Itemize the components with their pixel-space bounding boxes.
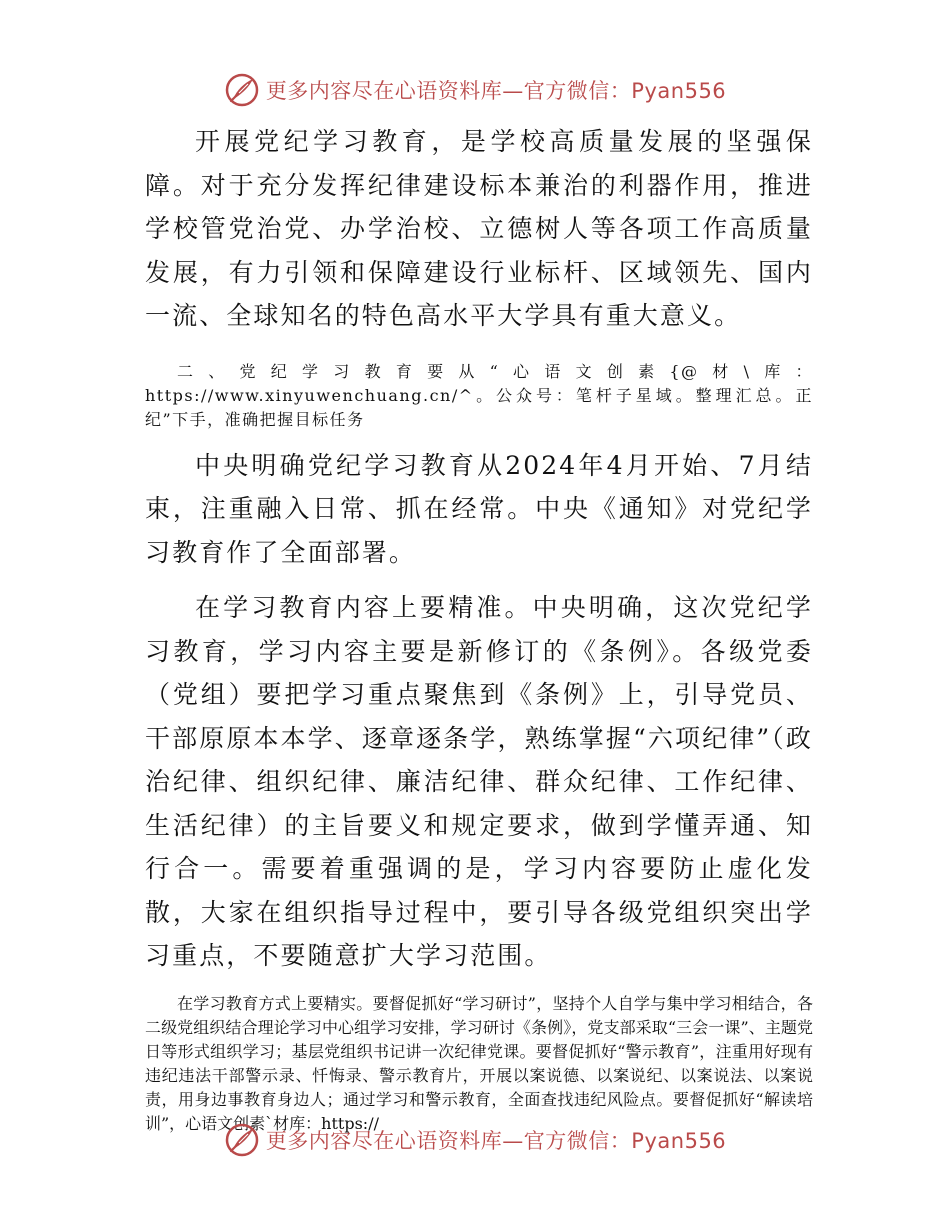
- feather-pen-logo-icon: [224, 1122, 260, 1158]
- watermark-text: 更多内容尽在心语资料库—官方微信：Pyan556: [265, 1129, 727, 1153]
- paragraph-timeline: 中央明确党纪学习教育从2024年4月开始、7月结束，注重融入日常、抓在经常。中央《通知》对党纪学习教育作了全面部署。: [145, 450, 813, 567]
- section-heading-2: 二、党纪学习教育要从“心语文创素{@材\库：https://www.xinyuwenchuang.cn/^。公众号：笔杆子星域。整理汇总。正纪”下手，准确把握目标任务: [145, 361, 813, 429]
- feather-pen-logo-icon: [224, 72, 260, 108]
- header-watermark: [0, 70, 950, 110]
- watermark-text: 更多内容尽在心语资料库—官方微信：Pyan556: [265, 79, 727, 103]
- document-body: [145, 120, 813, 1136]
- paragraph-content-precise: 在学习教育内容上要精准。中央明确，这次党纪学习教育，学习内容主要是新修订的《条例》。各级党委（党组）要把学习重点聚焦到《条例》上，引导党员、干部原原本本学、逐章逐条学，熟练掌握“六项纪律”（政治纪律、组织纪律、廉洁纪律、群众纪律、工作纪律、生活纪律）的主旨要义和规定要求，做到学懂弄通、知行合一。需要着重强调的是，学习内容要防止虚化发散，大家在组织指导过程中，要引导各级党组织突出学习重点，不要随意扩大学习范围。: [145, 593, 813, 970]
- paragraph-method-solid: 在学习教育方式上要精实。要督促抓好“学习研讨”，坚持个人自学与集中学习相结合，各二级党组织结合理论学习中心组学习安排，学习研讨《条例》，党支部采取“三会一课”、主题党日等形式组织学习；基层党组织书记讲一次纪律党课。要督促抓好“警示教育”，注重用好现有违纪违法干部警示录、忏悔录、警示教育片，开展以案说德、以案说纪、以案说法、以案说责，用身边事教育身边人；通过学习和警示教育，全面查找违纪风险点。要督促抓好“解读培训”，心语文创素`材库：https://: [145, 993, 813, 1133]
- footer-watermark: [0, 1120, 950, 1160]
- paragraph-significance: 开展党纪学习教育，是学校高质量发展的坚强保障。对于充分发挥纪律建设标本兼治的利器作用，推进学校管党治党、办学治校、立德树人等各项工作高质量发展，有力引领和保障建设行业标杆、区域领先、国内一流、全球知名的特色高水平大学具有重大意义。: [145, 127, 813, 330]
